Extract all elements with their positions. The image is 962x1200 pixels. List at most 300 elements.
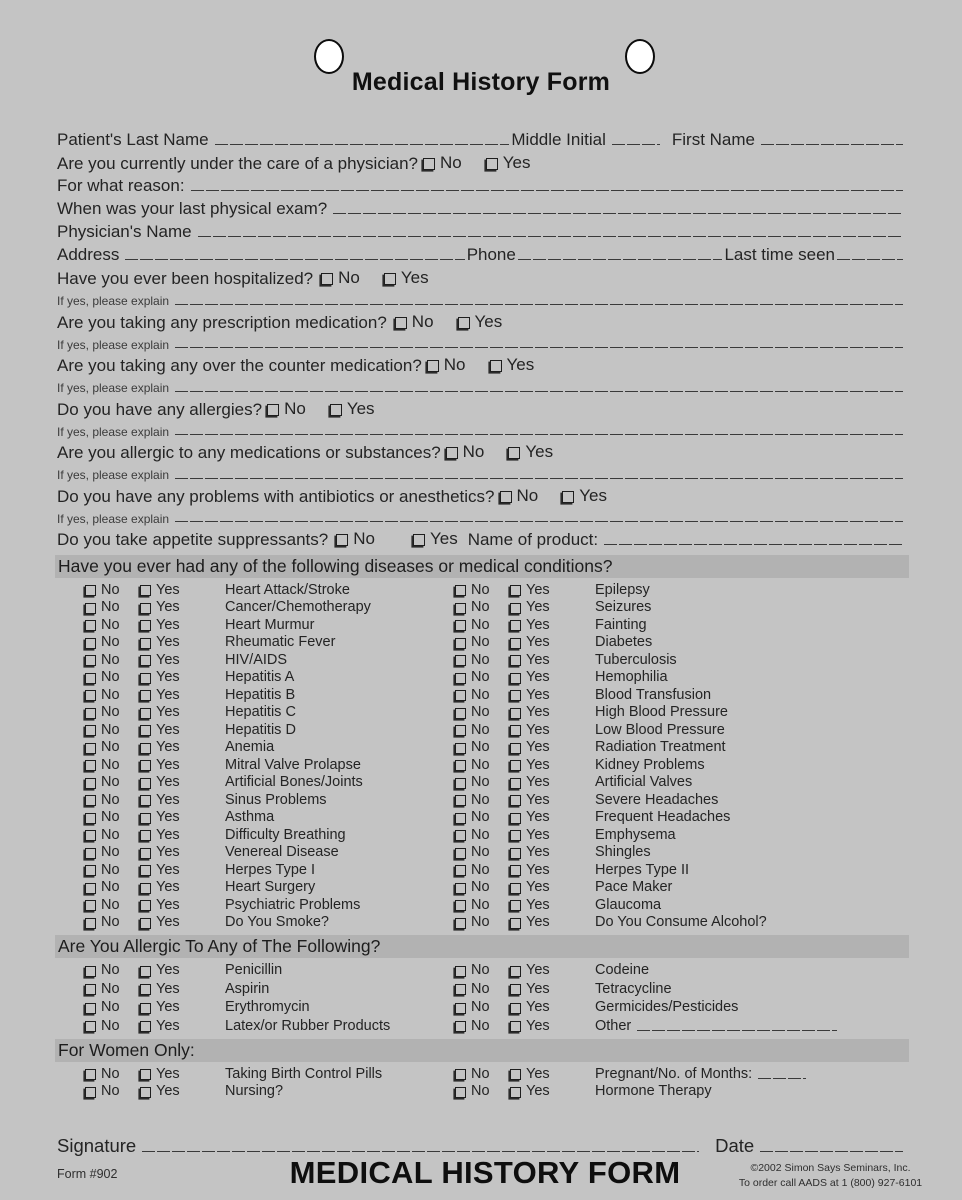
yes-checkbox[interactable] <box>510 638 521 649</box>
condition-label: Frequent Headaches <box>595 809 731 826</box>
yes-checkbox[interactable] <box>510 848 521 859</box>
condition-label: Blood Transfusion <box>595 686 712 703</box>
no-checkbox[interactable] <box>85 603 96 614</box>
condition-row <box>85 669 455 687</box>
address-field[interactable] <box>125 246 464 260</box>
yes-checkbox[interactable] <box>510 725 521 736</box>
women-item-label: Nursing? <box>225 1083 284 1100</box>
page-title: Medical History Form <box>351 68 611 96</box>
yes-checkbox[interactable] <box>140 690 151 701</box>
allergies-column-right <box>455 961 905 1035</box>
women-row <box>85 1083 455 1101</box>
condition-row <box>455 896 905 914</box>
yes-label: Yes <box>502 153 531 172</box>
no-checkbox[interactable] <box>455 900 466 911</box>
condition-label: Herpes Type I <box>225 861 316 878</box>
women-row <box>455 1083 905 1101</box>
no-checkbox[interactable] <box>455 883 466 894</box>
first-name-field[interactable] <box>761 131 903 145</box>
no-checkbox[interactable] <box>455 1087 466 1098</box>
no-checkbox[interactable] <box>85 638 96 649</box>
address-label: Address <box>57 245 120 264</box>
yes-checkbox[interactable] <box>510 708 521 719</box>
explain-label: If yes, please explain <box>57 511 170 526</box>
yes-label: Yes <box>526 651 550 668</box>
yes-label: Yes <box>526 791 550 808</box>
no-label: No <box>101 651 120 668</box>
no-label: No <box>101 999 120 1016</box>
reason-field[interactable] <box>191 177 903 191</box>
yes-checkbox[interactable] <box>140 778 151 789</box>
no-checkbox[interactable] <box>427 360 439 372</box>
no-checkbox[interactable] <box>85 1003 96 1014</box>
question-hospitalized-row <box>57 268 905 291</box>
yes-checkbox[interactable] <box>510 918 521 929</box>
allergy-row <box>85 980 455 999</box>
condition-row <box>85 721 455 739</box>
allergy-label: Latex/or Rubber Products <box>225 1017 391 1034</box>
condition-label: Heart Surgery <box>225 879 316 896</box>
condition-row <box>85 826 455 844</box>
no-checkbox[interactable] <box>500 491 512 503</box>
question-label: Have you ever been hospitalized? <box>57 269 314 288</box>
no-checkbox[interactable] <box>85 1069 96 1080</box>
allergy-label: Other <box>595 1017 632 1034</box>
no-checkbox[interactable] <box>267 404 279 416</box>
yes-label: Yes <box>526 962 550 979</box>
no-checkbox[interactable] <box>85 918 96 929</box>
condition-label: Do You Smoke? <box>225 914 329 931</box>
yes-checkbox[interactable] <box>510 883 521 894</box>
yes-label: Yes <box>526 980 550 997</box>
condition-label: Venereal Disease <box>225 844 339 861</box>
yes-checkbox[interactable] <box>458 317 470 329</box>
no-checkbox[interactable] <box>455 620 466 631</box>
condition-label: Glaucoma <box>595 896 662 913</box>
condition-label: Herpes Type II <box>595 861 690 878</box>
condition-label: Artificial Valves <box>595 774 693 791</box>
condition-label: Epilepsy <box>595 581 650 598</box>
no-checkbox[interactable] <box>321 273 333 285</box>
explain-field[interactable] <box>175 465 903 479</box>
yes-checkbox[interactable] <box>140 725 151 736</box>
no-label: No <box>101 896 120 913</box>
yes-checkbox[interactable] <box>510 1003 521 1014</box>
no-label: No <box>284 398 306 418</box>
no-checkbox[interactable] <box>455 830 466 841</box>
no-checkbox[interactable] <box>455 1021 466 1032</box>
allergies-column-left <box>85 961 455 1035</box>
no-checkbox[interactable] <box>85 1087 96 1098</box>
no-checkbox[interactable] <box>85 708 96 719</box>
yes-checkbox[interactable] <box>510 1087 521 1098</box>
no-checkbox[interactable] <box>455 638 466 649</box>
yes-checkbox[interactable] <box>140 708 151 719</box>
explain-field[interactable] <box>175 509 903 523</box>
condition-label: Hemophilia <box>595 669 668 686</box>
condition-row <box>455 651 905 669</box>
patient-name-row <box>57 130 905 153</box>
question-label: Do you have any problems with antibiotics or anesthetics? <box>57 486 495 506</box>
no-label: No <box>101 669 120 686</box>
condition-row <box>455 599 905 617</box>
condition-label: Difficulty Breathing <box>225 826 346 843</box>
question-allergic-meds-row <box>57 442 905 465</box>
yes-checkbox[interactable] <box>330 404 342 416</box>
no-label: No <box>516 485 539 505</box>
yes-checkbox[interactable] <box>140 603 151 614</box>
yes-checkbox[interactable] <box>140 883 151 894</box>
no-checkbox[interactable] <box>455 1069 466 1080</box>
no-checkbox[interactable] <box>85 883 96 894</box>
last-time-seen-field[interactable] <box>837 246 903 260</box>
fill-line[interactable] <box>758 1068 806 1080</box>
yes-label: Yes <box>156 616 180 633</box>
no-checkbox[interactable] <box>455 1003 466 1014</box>
no-checkbox[interactable] <box>85 813 96 824</box>
yes-label: Yes <box>156 999 180 1016</box>
no-checkbox[interactable] <box>455 966 466 977</box>
yes-checkbox[interactable] <box>510 760 521 771</box>
no-label: No <box>471 599 490 616</box>
no-label: No <box>101 756 120 773</box>
condition-label: Tuberculosis <box>595 651 677 668</box>
women-item-label: Taking Birth Control Pills <box>225 1065 383 1082</box>
allergy-row <box>455 980 905 999</box>
yes-checkbox[interactable] <box>140 984 151 995</box>
yes-label: Yes <box>156 669 180 686</box>
no-checkbox[interactable] <box>455 690 466 701</box>
condition-label: Hepatitis A <box>225 669 295 686</box>
yes-checkbox[interactable] <box>510 778 521 789</box>
yes-label: Yes <box>156 581 180 598</box>
no-checkbox[interactable] <box>85 760 96 771</box>
conditions-grid <box>57 581 905 931</box>
condition-row <box>85 879 455 897</box>
no-checkbox[interactable] <box>85 795 96 806</box>
no-checkbox[interactable] <box>85 984 96 995</box>
yes-label: Yes <box>526 809 550 826</box>
last-time-seen-label: Last time seen <box>724 245 835 264</box>
middle-initial-field[interactable] <box>612 131 660 145</box>
yes-checkbox[interactable] <box>140 900 151 911</box>
no-checkbox[interactable] <box>85 848 96 859</box>
yes-checkbox[interactable] <box>413 534 425 546</box>
physician-name-row <box>57 222 905 245</box>
yes-label: Yes <box>429 529 458 548</box>
no-label: No <box>353 529 375 548</box>
yes-checkbox[interactable] <box>510 1069 521 1080</box>
yes-checkbox[interactable] <box>486 158 498 170</box>
condition-label: Psychiatric Problems <box>225 896 361 913</box>
yes-checkbox[interactable] <box>140 760 151 771</box>
yes-label: Yes <box>526 896 550 913</box>
condition-label: Rheumatic Fever <box>225 634 336 651</box>
name-of-product-field[interactable] <box>604 531 903 545</box>
allergy-row <box>85 961 455 980</box>
fill-line[interactable] <box>637 1020 837 1032</box>
allergy-row <box>85 998 455 1017</box>
explain-field[interactable] <box>175 378 903 392</box>
yes-checkbox[interactable] <box>510 900 521 911</box>
conditions-heading-label: Have you ever had any of the following diseases or medical conditions? <box>58 556 613 576</box>
allergy-label: Tetracycline <box>595 980 672 997</box>
condition-label: HIV/AIDS <box>225 651 288 668</box>
yes-checkbox[interactable] <box>140 830 151 841</box>
allergies-grid <box>57 961 905 1035</box>
condition-row <box>455 616 905 634</box>
allergy-label: Erythromycin <box>225 999 310 1016</box>
no-checkbox[interactable] <box>85 778 96 789</box>
no-checkbox[interactable] <box>455 603 466 614</box>
yes-label: Yes <box>346 398 375 418</box>
yes-checkbox[interactable] <box>510 865 521 876</box>
condition-label: Low Blood Pressure <box>595 721 725 738</box>
no-checkbox[interactable] <box>85 673 96 684</box>
no-label: No <box>471 962 490 979</box>
no-label: No <box>471 879 490 896</box>
yes-label: Yes <box>156 980 180 997</box>
no-label: No <box>471 826 490 843</box>
date-field[interactable] <box>760 1138 903 1152</box>
signature-field[interactable] <box>142 1138 699 1152</box>
yes-label: Yes <box>579 485 607 505</box>
condition-label: Severe Headaches <box>595 791 719 808</box>
allergy-label: Codeine <box>595 962 650 979</box>
no-checkbox[interactable] <box>85 900 96 911</box>
condition-row <box>455 634 905 652</box>
yes-checkbox[interactable] <box>510 673 521 684</box>
question-antibiotics-row <box>57 486 905 509</box>
yes-label: Yes <box>526 999 550 1016</box>
no-label: No <box>471 581 490 598</box>
question-label: Do you take appetite suppressants? <box>57 530 329 549</box>
condition-label: Anemia <box>225 739 275 756</box>
no-label: No <box>471 739 490 756</box>
no-checkbox[interactable] <box>395 317 407 329</box>
no-checkbox[interactable] <box>85 1021 96 1032</box>
yes-checkbox[interactable] <box>510 1021 521 1032</box>
no-label: No <box>411 311 434 331</box>
form-content <box>57 130 905 1157</box>
yes-checkbox[interactable] <box>510 655 521 666</box>
condition-row <box>455 791 905 809</box>
condition-label: Do You Consume Alcohol? <box>595 914 767 931</box>
no-label: No <box>338 268 360 287</box>
no-label: No <box>471 616 490 633</box>
condition-row <box>455 861 905 879</box>
yes-checkbox[interactable] <box>140 1069 151 1080</box>
yes-checkbox[interactable] <box>140 1087 151 1098</box>
yes-checkbox[interactable] <box>140 865 151 876</box>
condition-row <box>455 756 905 774</box>
yes-label: Yes <box>526 669 550 686</box>
no-label: No <box>471 844 490 861</box>
no-checkbox[interactable] <box>85 655 96 666</box>
section-heading-conditions <box>55 555 909 578</box>
condition-label: Pace Maker <box>595 879 673 896</box>
condition-label: Hepatitis D <box>225 721 296 738</box>
no-checkbox[interactable] <box>455 708 466 719</box>
yes-checkbox[interactable] <box>140 966 151 977</box>
yes-checkbox[interactable] <box>510 984 521 995</box>
condition-row <box>85 599 455 617</box>
condition-row <box>85 756 455 774</box>
no-checkbox[interactable] <box>455 655 466 666</box>
yes-checkbox[interactable] <box>140 655 151 666</box>
condition-row <box>455 826 905 844</box>
no-checkbox[interactable] <box>423 158 435 170</box>
yes-label: Yes <box>156 721 180 738</box>
last-physical-row <box>57 199 905 222</box>
yes-label: Yes <box>526 599 550 616</box>
yes-label: Yes <box>526 756 550 773</box>
no-label: No <box>471 634 490 651</box>
yes-checkbox[interactable] <box>140 743 151 754</box>
yes-label: Yes <box>156 861 180 878</box>
no-checkbox[interactable] <box>455 673 466 684</box>
condition-row <box>85 809 455 827</box>
yes-checkbox[interactable] <box>508 447 520 459</box>
yes-checkbox[interactable] <box>384 273 396 285</box>
yes-checkbox[interactable] <box>510 620 521 631</box>
yes-checkbox[interactable] <box>140 585 151 596</box>
yes-checkbox[interactable] <box>490 360 502 372</box>
no-label: No <box>101 879 120 896</box>
explain-label: If yes, please explain <box>57 294 170 308</box>
explain-label: If yes, please explain <box>57 381 170 395</box>
condition-row <box>455 914 905 932</box>
yes-checkbox[interactable] <box>510 603 521 614</box>
condition-row <box>455 739 905 757</box>
explain-label: If yes, please explain <box>57 337 170 352</box>
no-checkbox[interactable] <box>455 585 466 596</box>
no-checkbox[interactable] <box>85 690 96 701</box>
no-checkbox[interactable] <box>455 725 466 736</box>
yes-checkbox[interactable] <box>510 966 521 977</box>
patient-last-name-field[interactable] <box>215 131 510 145</box>
yes-checkbox[interactable] <box>510 690 521 701</box>
yes-checkbox[interactable] <box>140 1003 151 1014</box>
yes-checkbox[interactable] <box>140 813 151 824</box>
no-checkbox[interactable] <box>455 743 466 754</box>
yes-checkbox[interactable] <box>140 918 151 929</box>
no-checkbox[interactable] <box>85 865 96 876</box>
yes-label: Yes <box>156 739 180 756</box>
allergy-label: Aspirin <box>225 980 270 997</box>
no-checkbox[interactable] <box>85 830 96 841</box>
no-checkbox[interactable] <box>336 534 348 546</box>
yes-checkbox[interactable] <box>510 830 521 841</box>
last-physical-field[interactable] <box>333 200 903 214</box>
yes-label: Yes <box>526 581 550 598</box>
phone-field[interactable] <box>518 246 723 260</box>
yes-label: Yes <box>526 634 550 651</box>
explain-field[interactable] <box>175 422 903 436</box>
no-label: No <box>101 1017 120 1034</box>
question-physician-row <box>57 153 905 176</box>
no-label: No <box>471 861 490 878</box>
yes-checkbox[interactable] <box>140 795 151 806</box>
footer <box>0 1155 962 1193</box>
no-checkbox[interactable] <box>85 725 96 736</box>
yes-checkbox[interactable] <box>140 620 151 631</box>
yes-checkbox[interactable] <box>140 638 151 649</box>
no-label: No <box>471 704 490 721</box>
explain-label: If yes, please explain <box>57 424 170 439</box>
no-checkbox[interactable] <box>85 743 96 754</box>
no-checkbox[interactable] <box>455 984 466 995</box>
no-checkbox[interactable] <box>455 795 466 806</box>
condition-label: Cancer/Chemotherapy <box>225 599 371 616</box>
yes-checkbox[interactable] <box>140 673 151 684</box>
physician-name-field[interactable] <box>198 223 903 237</box>
yes-label: Yes <box>156 809 180 826</box>
no-checkbox[interactable] <box>455 865 466 876</box>
condition-row <box>85 896 455 914</box>
condition-label: Hepatitis C <box>225 704 296 721</box>
phone-label: Phone <box>466 245 516 264</box>
yes-checkbox[interactable] <box>510 585 521 596</box>
condition-label: Radiation Treatment <box>595 739 726 756</box>
no-checkbox[interactable] <box>455 918 466 929</box>
yes-checkbox[interactable] <box>510 813 521 824</box>
no-label: No <box>443 355 466 374</box>
patient-last-name-label: Patient's Last Name <box>57 130 209 149</box>
no-checkbox[interactable] <box>85 966 96 977</box>
explain-field[interactable] <box>175 335 903 349</box>
condition-row <box>85 634 455 652</box>
no-checkbox[interactable] <box>455 813 466 824</box>
no-label: No <box>101 739 120 756</box>
no-label: No <box>101 861 120 878</box>
no-checkbox[interactable] <box>85 620 96 631</box>
no-label: No <box>471 721 490 738</box>
yes-checkbox[interactable] <box>510 795 521 806</box>
yes-label: Yes <box>526 1065 550 1082</box>
no-label: No <box>471 1017 490 1034</box>
no-label: No <box>471 1065 490 1082</box>
no-label: No <box>101 1065 120 1082</box>
no-label: No <box>101 634 120 651</box>
yes-label: Yes <box>156 686 180 703</box>
signature-label: Signature <box>57 1135 137 1156</box>
yes-checkbox[interactable] <box>510 743 521 754</box>
no-label: No <box>101 844 120 861</box>
no-label: No <box>471 896 490 913</box>
no-checkbox[interactable] <box>455 778 466 789</box>
explain-field[interactable] <box>175 291 903 305</box>
no-checkbox[interactable] <box>455 848 466 859</box>
yes-label: Yes <box>526 844 550 861</box>
question-label: Do you have any allergies? <box>57 399 263 419</box>
no-label: No <box>471 756 490 773</box>
no-label: No <box>101 809 120 826</box>
yes-label: Yes <box>156 599 180 616</box>
no-label: No <box>471 669 490 686</box>
no-checkbox[interactable] <box>446 447 458 459</box>
yes-label: Yes <box>156 756 180 773</box>
no-checkbox[interactable] <box>85 585 96 596</box>
women-column-right <box>455 1065 905 1100</box>
condition-label: Fainting <box>595 616 647 633</box>
yes-checkbox[interactable] <box>562 491 574 503</box>
yes-checkbox[interactable] <box>140 1021 151 1032</box>
question-allergies-row <box>57 399 905 422</box>
no-checkbox[interactable] <box>455 760 466 771</box>
condition-row <box>85 686 455 704</box>
yes-checkbox[interactable] <box>140 848 151 859</box>
